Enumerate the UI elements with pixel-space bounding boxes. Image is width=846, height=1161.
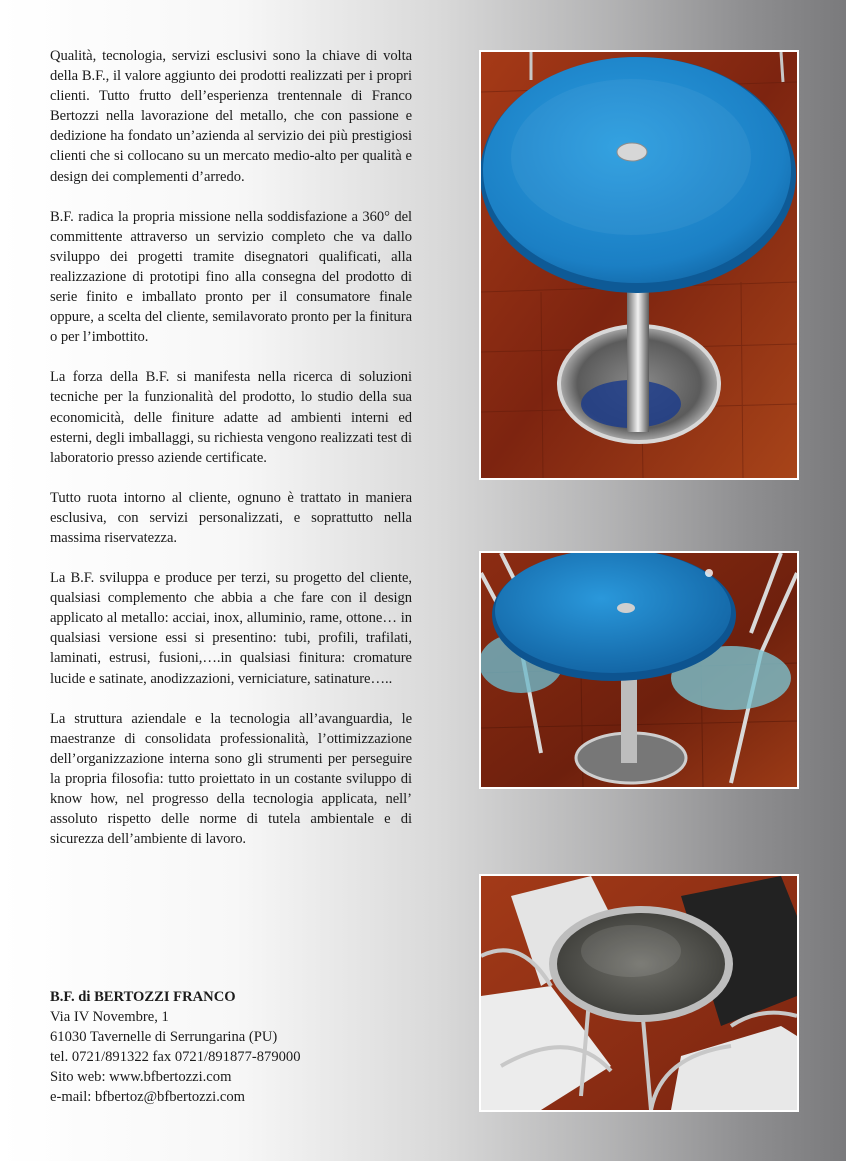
body-text <box>50 46 412 869</box>
photo-blue-table <box>479 50 799 480</box>
paragraph-client: Tutto ruota intorno al cliente, ognuno è trattato in maniera esclusiva, con servizi personalizzati, e soprattutto nella massima riservatezza. <box>50 489 412 546</box>
paragraph-structure: La struttura aziendale e la tecnologia all’avanguardia, le maestranze di consolidata professionalità, l’ottimizzazione dell’organizzazione interna sono gli strumenti per perseguire la propria filosofia: tutto proiettato in un costante sviluppo di know how, nel progresso della tecnologia applicata, nell’ assoluto rispetto delle norme di tutela ambientale e di sicurezza dell’ambiente di lavoro. <box>50 710 412 848</box>
photo-glass-table-leather-chairs <box>479 874 799 1112</box>
paragraph-production: La B.F. sviluppa e produce per terzi, su progetto del cliente, qualsiasi complemento che abbia a che fare con il design applicato al metallo: acciai, inox, alluminio, rame, ottone… in qualsiasi versione essi si presentino: tubi, profili, trafilati, laminati, estrusi, fusioni,….in qualsiasi finitura: cromature lucide e satinate, anodizzazioni, verniciature, satinature….. <box>50 570 412 687</box>
photo-table-with-chairs <box>479 551 799 789</box>
phone-line: tel. 0721/891322 fax 0721/891877-879000 <box>50 1049 301 1066</box>
city-line: 61030 Tavernelle di Serrungarina (PU) <box>50 1029 278 1046</box>
company-name: B.F. di BERTOZZI FRANCO <box>50 989 236 1005</box>
address-line: Via IV Novembre, 1 <box>50 1009 169 1026</box>
contact-block <box>50 987 430 1108</box>
paragraph-strength: La forza della B.F. si manifesta nella ricerca di soluzioni tecniche per la funzionalità del prodotto, lo studio della sua economicità, delle finiture adatte ad ambienti interni ed esterni, degli imballaggi, su richiesta vengono realizzati test di laboratorio presso aziende certificate. <box>50 369 412 466</box>
paragraph-mission: B.F. radica la propria missione nella soddisfazione a 360° del committente attraverso un servizio completo che va dallo sviluppo dei progetti tramite disegnatori qualificati, alla realizzazione di prototipi fino alla consegna del prodotto di serie finito e imballato pronto per il consumatore finale oppure, a scelta del cliente, semilavorato pronto per la finitura o per l’imbottito. <box>50 208 412 346</box>
email-link[interactable]: e-mail: bfbertoz@bfbertozzi.com <box>50 1089 245 1106</box>
paragraph-intro: Qualità, tecnologia, servizi esclusivi sono la chiave di volta della B.F., il valore aggiunto dei prodotti realizzati per i propri clienti. Tutto frutto dell’esperienza trentennale di Franco Bertozzi nella lavorazione del metallo, che con passione e dedizione ha fondato un’azienda al servizio dei più prestigiosi clienti che si collocano su un mercato medio-alto per qualità e design dei complementi d’arredo. <box>50 48 412 185</box>
website-link[interactable]: Sito web: www.bfbertozzi.com <box>50 1069 232 1086</box>
